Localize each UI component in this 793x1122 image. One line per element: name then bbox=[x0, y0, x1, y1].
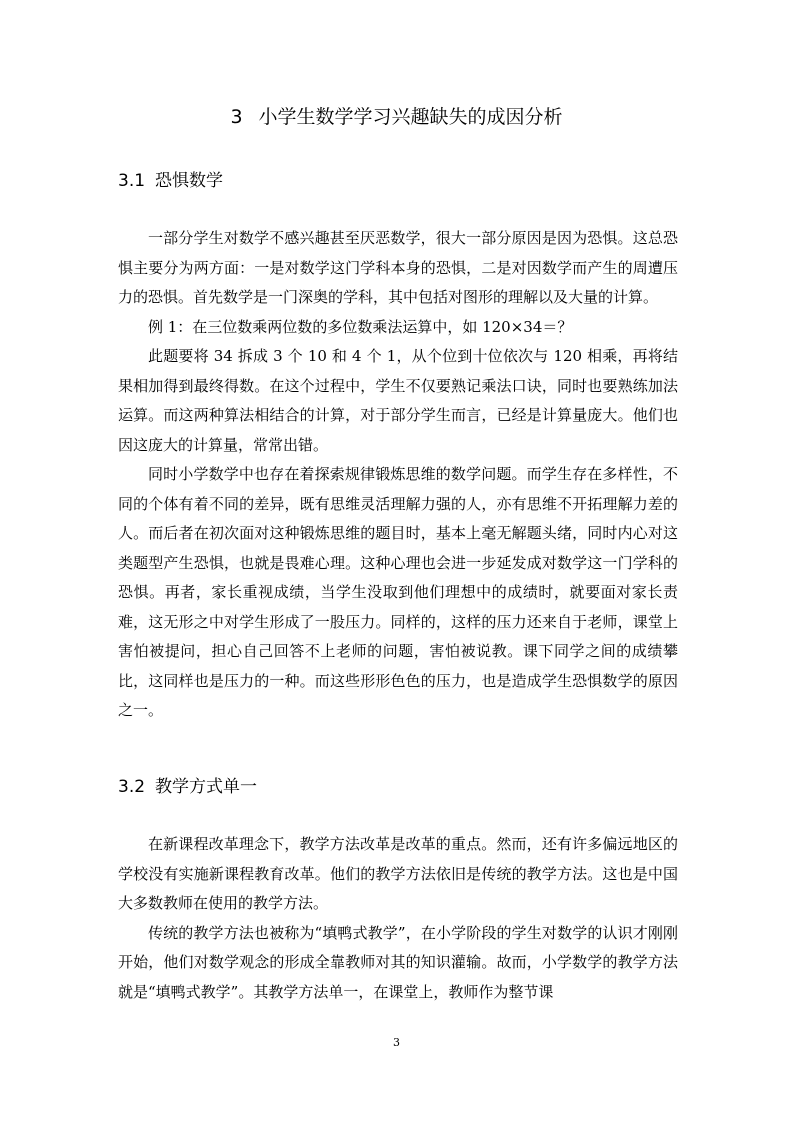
paragraph: 此题要将 34 拆成 3 个 10 和 4 个 1，从个位到十位依次与 120 相乘，再将结果相加得到最终得数。在这个过程中，学生不仅要熟记乘法口诀，同时也要熟练加法运算。而这两种算法相结合的计算，对于部分学生而言，已经是计算量庞大。他们也因这庞大的计算量，常常出错。 bbox=[118, 347, 678, 454]
page-number: 3 bbox=[393, 1036, 400, 1049]
section-3-1-body bbox=[118, 224, 678, 726]
example-paragraph: 例 1：在三位数乘两位数的多位数乘法运算中，如 120×34＝？ bbox=[148, 317, 573, 336]
section-heading-3-1 bbox=[118, 169, 223, 193]
chapter-title bbox=[0, 104, 793, 130]
chapter-number: 3 bbox=[230, 106, 243, 128]
paragraph: 同时小学数学中也存在着探索规律锻炼思维的数学问题。而学生存在多样性，不同的个体有着不同的差异，既有思维灵活理解力强的人，亦有思维不开拓理解力差的人。而后者在初次面对这种锻炼思维的题目时，基本上毫无解题头绪，同时内心对这类题型产生恐惧，也就是畏难心理。这种心理也会进一步延发成对数学这一门学科的恐惧。再者，家长重视成绩，当学生没取到他们理想中的成绩时，就要面对家长责难，这无形之中对学生形成了一股压力。同样的，这样的压力还来自于老师，课堂上害怕被提问，担心自己回答不上老师的问题，害怕被说教。课下同学之间的成绩攀比，这同样也是压力的一种。而这些形形色色的压力，也是造成学生恐惧数学的原因之一。 bbox=[118, 465, 678, 719]
paragraph: 一部分学生对数学不感兴趣甚至厌恶数学，很大一部分原因是因为恐惧。这总恐惧主要分为两方面：一是对数学这门学科本身的恐惧，二是对因数学而产生的周遭压力的恐惧。首先数学是一门深奥的学科，其中包括对图形的理解以及大量的计算。 bbox=[118, 229, 678, 306]
paragraph: 传统的教学方法也被称为“填鸭式教学”，在小学阶段的学生对数学的认识才刚刚开始，他们对数学观念的形成全靠教师对其的知识灌输。故而，小学数学的教学方法就是“填鸭式教学”。其教学方法单一，在课堂上，教师作为整节课 bbox=[118, 923, 678, 1001]
section-number: 3.1 bbox=[118, 171, 146, 191]
section-heading-3-2 bbox=[118, 775, 257, 799]
section-title: 恐惧数学 bbox=[155, 171, 224, 191]
paragraph: 在新课程改革理念下，教学方法改革是改革的重点。然而，还有许多偏远地区的学校没有实施新课程教育改革。他们的教学方法依旧是传统的教学方法。这也是中国大多数教师在使用的教学方法。 bbox=[118, 835, 678, 912]
section-number: 3.2 bbox=[118, 777, 146, 797]
section-3-2-body bbox=[118, 830, 678, 1007]
chapter-title-text: 小学生数学学习兴趣缺失的成因分析 bbox=[258, 106, 563, 128]
section-title: 教学方式单一 bbox=[155, 777, 258, 797]
